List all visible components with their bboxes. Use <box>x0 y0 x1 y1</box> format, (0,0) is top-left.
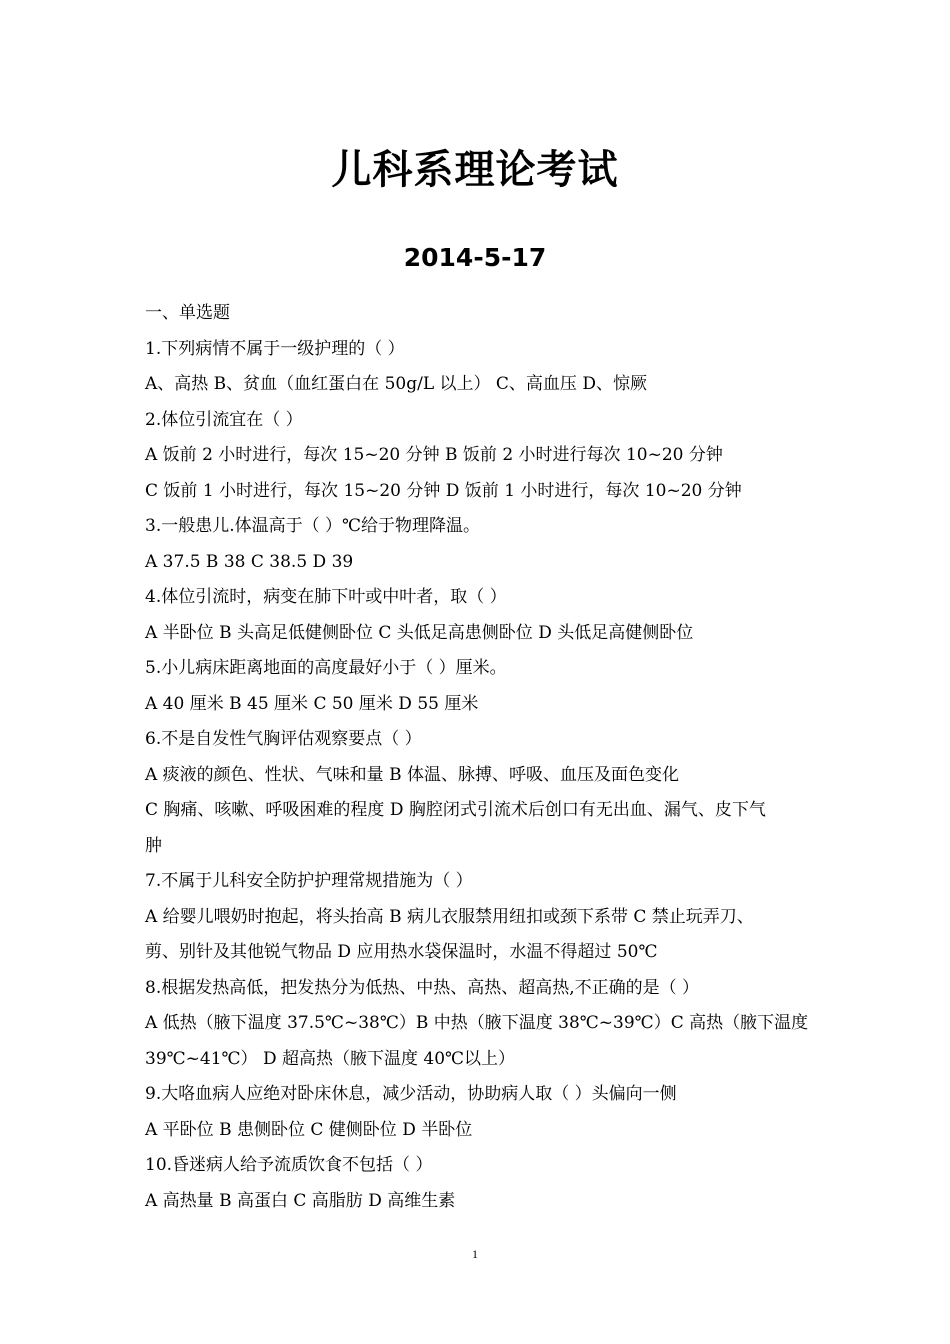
question-1-options: A、高热 B、贫血（血红蛋白在 50g/L 以上） C、高血压 D、惊厥 <box>145 374 647 394</box>
question-3: 3.一般患儿.体温高于（ ）℃给于物理降温。 <box>145 516 481 536</box>
question-3-options: A 37.5 B 38 C 38.5 D 39 <box>145 551 354 572</box>
section-heading: 一、单选题 <box>145 303 230 323</box>
question-6: 6.不是自发性气胸评估观察要点（ ） <box>145 729 422 749</box>
question-10-options: A 高热量 B 高蛋白 C 高脂肪 D 高维生素 <box>145 1190 456 1211</box>
question-4-options: A 半卧位 B 头高足低健侧卧位 C 头低足高患侧卧位 D 头低足高健侧卧位 <box>145 622 694 643</box>
question-7-options: 剪、别针及其他锐气物品 D 应用热水袋保温时，水温不得超过 50℃ <box>145 942 658 962</box>
question-2: 2.体位引流宜在（ ） <box>145 409 303 430</box>
question-8-options: 39℃~41℃） D 超高热（腋下温度 40℃以上） <box>145 1048 516 1069</box>
question-7-options: A 给婴儿喂奶时抱起，将头抬高 B 病儿衣服禁用纽扣或颈下系带 C 禁止玩弄刀、 <box>145 906 754 927</box>
question-4: 4.体位引流时，病变在肺下叶或中叶者，取（ ） <box>145 587 507 607</box>
question-8-options: A 低热（腋下温度 37.5℃~38℃）B 中热（腋下温度 38℃~39℃）C 高热（腋下温度 <box>145 1013 809 1033</box>
question-2-options: A 饭前 2 小时进行，每次 15~20 分钟 B 饭前 2 小时进行每次 10~20 分钟 <box>145 445 723 465</box>
question-9-options: A 平卧位 B 患侧卧位 C 健侧卧位 D 半卧位 <box>145 1119 473 1140</box>
question-2-options: C 饭前 1 小时进行，每次 15~20 分钟 D 饭前 1 小时进行，每次 10~20 分钟 <box>145 480 742 501</box>
question-9: 9.大咯血病人应绝对卧床休息，减少活动，协助病人取（ ）头偏向一侧 <box>145 1084 677 1104</box>
question-6-options: 肿 <box>145 835 162 856</box>
question-6-options: A 痰液的颜色、性状、气味和量 B 体温、脉搏、呼吸、血压及面色变化 <box>145 764 679 785</box>
question-5: 5.小儿病床距离地面的高度最好小于（ ）厘米。 <box>145 658 507 678</box>
question-5-options: A 40 厘米 B 45 厘米 C 50 厘米 D 55 厘米 <box>145 693 479 714</box>
page-number: 1 <box>472 1247 478 1261</box>
question-10: 10.昏迷病人给予流质饮食不包括（ ） <box>145 1155 433 1175</box>
document-title: 儿科系理论考试 <box>331 146 619 193</box>
question-8: 8.根据发热高低，把发热分为低热、中热、高热、超高热,不正确的是（ ） <box>145 977 700 998</box>
question-7: 7.不属于儿科安全防护护理常规措施为（ ） <box>145 871 473 891</box>
exam-date: 2014-5-17 <box>403 243 547 272</box>
question-1: 1.下列病情不属于一级护理的（ ） <box>145 338 405 359</box>
question-6-options: C 胸痛、咳嗽、呼吸困难的程度 D 胸腔闭式引流术后创口有无出血、漏气、皮下气 <box>145 800 766 820</box>
document-body <box>145 296 815 1219</box>
